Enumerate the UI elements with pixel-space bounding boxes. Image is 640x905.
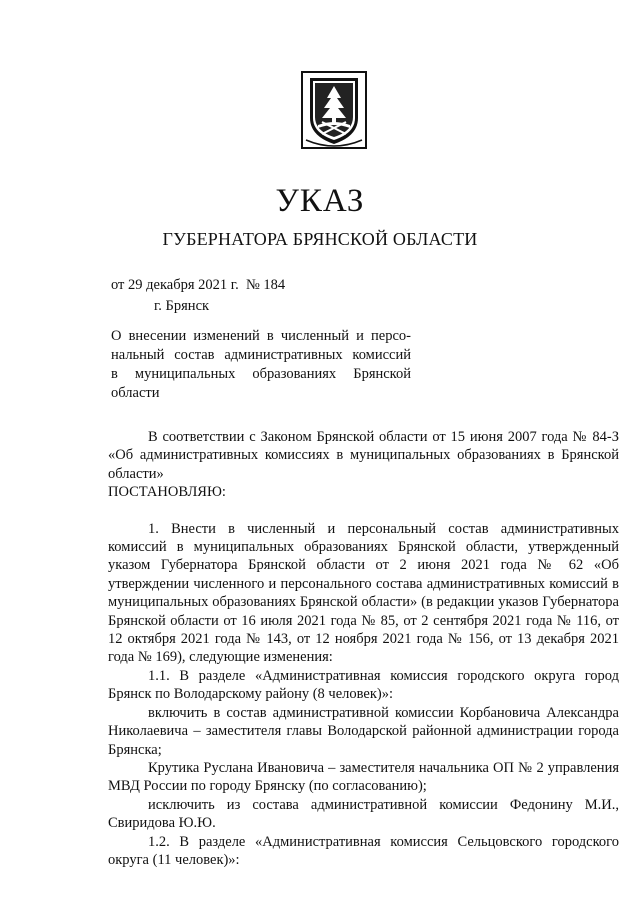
item-1-paragraph: 1. Внести в численный и персональный состав административных комиссий в муниципальных образованиях Брянской области, утвержденный указом Губернатора Брянской области от 2 июня 2021 года № 62 «Об утверждении численного и персонального состава административных комиссий в муниципальных образованиях Брянской области» (в редакции указов Губернатора Брянской области от 16 июля 2021 года № 85, от 2 сентября 2021 года № 116, от 12 октября 2021 года № 143, от 12 ноября 2021 года № 156, от 13 декабря 2021 года № 169), следующие изменения:: [108, 520, 619, 666]
subject-line: нальный состав административных комиссий: [111, 347, 411, 363]
item-1-1-paragraph: 1.1. В разделе «Административная комиссия городского округа город Брянск по Володарскому району (8 человек)»:: [108, 667, 619, 703]
exclude-paragraph: исключить из состава административной комиссии Федонину М.И., Свиридова Ю.Ю.: [108, 796, 619, 832]
document-title: УКАЗ: [275, 183, 365, 219]
coat-of-arms-emblem: [298, 70, 370, 150]
subject-line: О внесении изменений в численный и персо-: [111, 328, 411, 344]
preamble-paragraph: В соответствии с Законом Брянской области от 15 июня 2007 года № 84-З «Об административных комиссиях в муниципальных образованиях в Брянской области»: [108, 429, 619, 482]
document-subtitle: ГУБЕРНАТОРА БРЯНСКОЙ ОБЛАСТИ: [162, 229, 478, 249]
city-line: г. Брянск: [154, 298, 210, 314]
subject-line: области: [111, 385, 160, 401]
subject-line: в муниципальных образованиях Брянской: [111, 366, 411, 382]
subject-block: [111, 327, 411, 403]
include-paragraph: включить в состав административной комиссии Корбановича Александра Николаевича – заместителя главы Володарской районной администрации города Брянска;: [108, 704, 619, 758]
decree-word: ПОСТАНОВЛЯЮ:: [108, 484, 226, 501]
item-1-2-paragraph: 1.2. В разделе «Административная комиссия Сельцовского городского округа (11 человек)»:: [108, 833, 619, 868]
paragraph-gap: [108, 502, 619, 520]
date-number-line: от 29 декабря 2021 г. № 184: [111, 277, 286, 293]
include-paragraph-2: Крутика Руслана Ивановича – заместителя начальника ОП № 2 управления МВД России по городу Брянску (по согласованию);: [108, 759, 619, 795]
document-body: [108, 428, 619, 869]
